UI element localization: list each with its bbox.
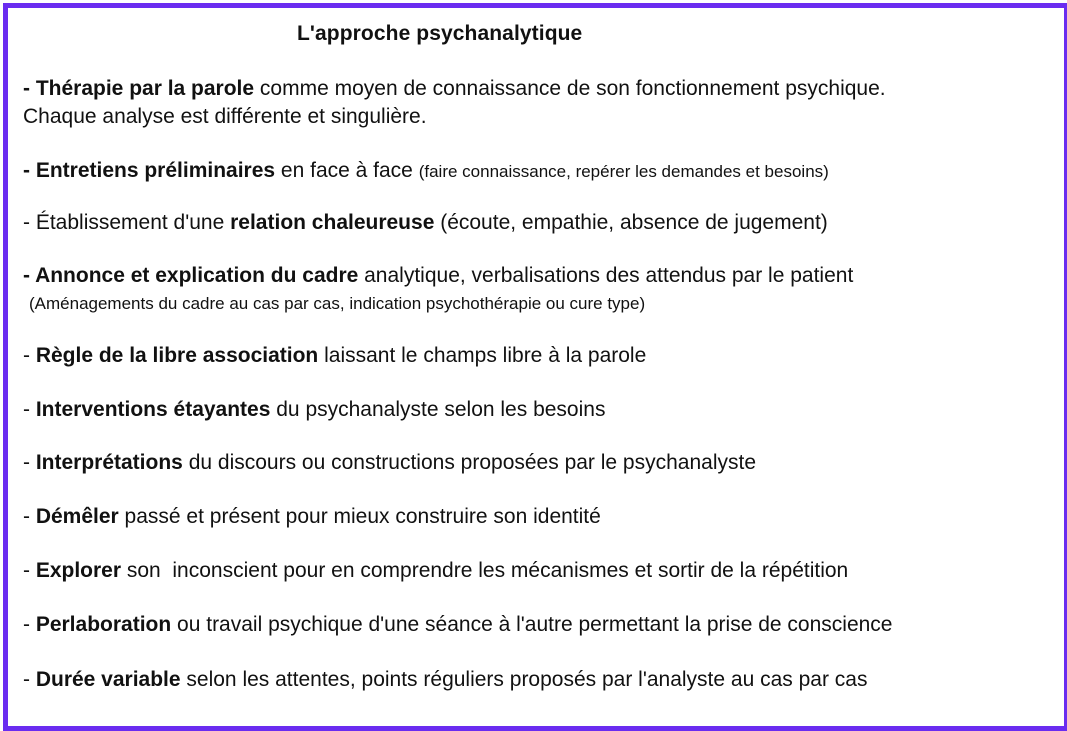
item-prefix: - bbox=[23, 559, 36, 582]
item-bold: Explorer bbox=[35, 559, 122, 582]
item-bold: Annonce et explication du cadre bbox=[35, 264, 359, 287]
item-relation-chaleureuse bbox=[23, 211, 828, 235]
item-annonce-cadre-sub: (Aménagements du cadre au cas par cas, indication psychothérapie ou cure type) bbox=[29, 294, 646, 313]
item-bold: Entretiens préliminaires bbox=[35, 159, 276, 182]
item-bold: Durée variable bbox=[35, 668, 181, 691]
item-interpretations bbox=[23, 451, 756, 475]
item-therapie-parole bbox=[23, 77, 886, 101]
item-entretiens-preliminaires bbox=[23, 159, 829, 184]
item-bold: Interprétations bbox=[35, 451, 183, 474]
item-therapie-parole-continuation: Chaque analyse est différente et singulière. bbox=[23, 105, 427, 128]
item-bold: Thérapie par la parole bbox=[35, 77, 255, 100]
item-bold: relation chaleureuse bbox=[230, 211, 435, 234]
item-prefix: - bbox=[23, 505, 36, 528]
item-rest: son inconscient pour en comprendre les mécanismes et sortir de la répétition bbox=[121, 559, 849, 582]
item-rest: ou travail psychique d'une séance à l'autre permettant la prise de conscience bbox=[171, 613, 893, 636]
item-prefix: - bbox=[23, 344, 36, 367]
item-small-note: (faire connaissance, repérer les demandes et besoins) bbox=[418, 162, 829, 181]
item-prefix: - bbox=[23, 77, 36, 100]
item-duree-variable bbox=[23, 668, 867, 692]
item-libre-association bbox=[23, 344, 646, 368]
item-bold: Interventions étayantes bbox=[35, 398, 271, 421]
item-rest: du discours ou constructions proposées par le psychanalyste bbox=[182, 451, 757, 474]
item-prefix: - bbox=[23, 398, 36, 421]
item-rest: laissant le champs libre à la parole bbox=[318, 344, 647, 367]
item-rest: analytique, verbalisations des attendus par le patient bbox=[358, 264, 854, 287]
item-interventions-etayantes bbox=[23, 398, 605, 422]
item-bold: Règle de la libre association bbox=[35, 344, 319, 367]
item-explorer bbox=[23, 559, 848, 583]
item-annonce-cadre bbox=[23, 264, 853, 288]
page-title: L'approche psychanalytique bbox=[297, 22, 583, 45]
item-rest: du psychanalyste selon les besoins bbox=[270, 398, 606, 421]
item-prefix: - bbox=[23, 668, 36, 691]
item-prefix: - Établissement d'une bbox=[23, 211, 231, 234]
item-rest: comme moyen de connaissance de son fonctionnement psychique. bbox=[254, 77, 886, 100]
item-rest: passé et présent pour mieux construire son identité bbox=[118, 505, 601, 528]
item-rest: en face à face bbox=[275, 159, 419, 182]
item-prefix: - bbox=[23, 451, 36, 474]
item-prefix: - bbox=[23, 613, 36, 636]
item-bold: Perlaboration bbox=[35, 613, 172, 636]
item-rest: selon les attentes, points réguliers proposés par l'analyste au cas par cas bbox=[180, 668, 868, 691]
item-perlaboration bbox=[23, 613, 892, 637]
item-bold: Démêler bbox=[35, 505, 119, 528]
item-prefix: - bbox=[23, 264, 36, 287]
item-prefix: - bbox=[23, 159, 36, 182]
item-rest: (écoute, empathie, absence de jugement) bbox=[434, 211, 828, 234]
item-demeler bbox=[23, 505, 601, 529]
